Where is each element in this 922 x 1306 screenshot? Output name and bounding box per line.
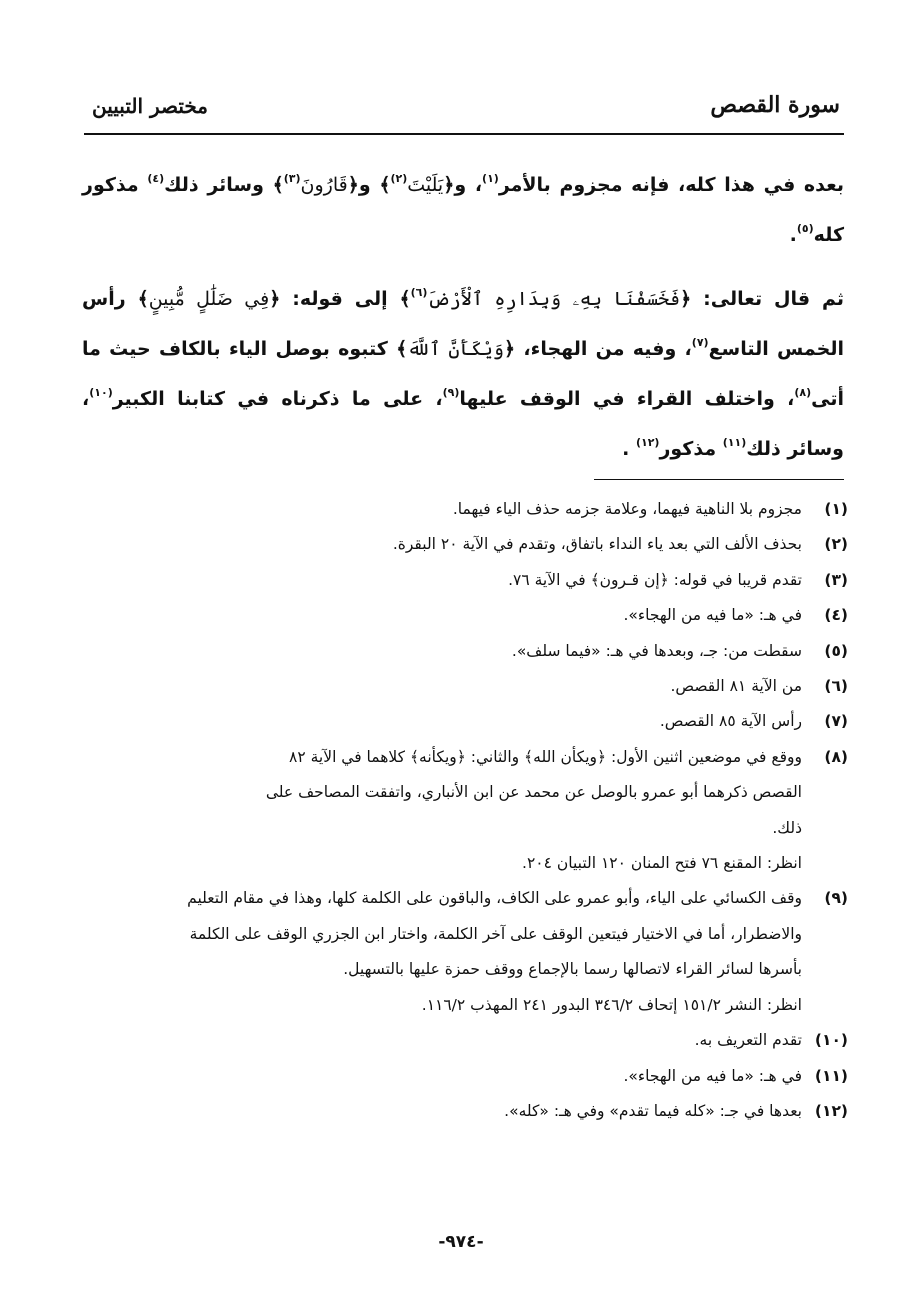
footnote-line: في هـ: «ما فيه من الهجاء». [623, 606, 802, 625]
footnote-text [82, 704, 802, 739]
footnote-number: (١٠) [814, 1031, 848, 1050]
footnote-number: (٣) [824, 570, 848, 589]
footnote-number: (٨) [824, 747, 848, 766]
footnote-text [82, 492, 802, 527]
footnote-text [82, 881, 802, 1023]
footnote-ref-11: (١١) [722, 436, 747, 449]
text-run: ﴾ و﴿ [347, 174, 391, 196]
footnote-line: ووقع في موضعين اثنين الأول: ﴿ويكأن الله﴾ والثاني: ﴿ويكأنه﴾ كلاهما في الآية ٨٢ [289, 747, 802, 766]
footnote-number: (٢) [824, 535, 848, 554]
text-run: . [789, 224, 797, 246]
text-run: مذكور [659, 438, 723, 460]
footnote-5 [82, 634, 848, 669]
footnote-line: انظر: النشر ١٥١/٢ إتحاف ٣٤٦/٢ البدور ٢٤١ المهذب ١١٦/٢. [421, 995, 802, 1014]
footnote-ref-12: (١٢) [635, 436, 660, 449]
footnote-4 [82, 598, 848, 633]
footnote-8 [82, 740, 848, 882]
quran-word: قَارُونَ [300, 174, 348, 196]
text-run: ، و﴿ [443, 174, 483, 196]
footnote-text [82, 1023, 802, 1058]
footnote-ref-9: (٩) [442, 386, 460, 399]
footnote-10 [82, 1023, 848, 1058]
footnote-line: بحذف الألف التي بعد ياء النداء باتفاق، وتقدم في الآية ٢٠ البقرة. [392, 535, 802, 554]
footnote-number: (٧) [824, 712, 848, 731]
footnote-line: بعدها في جـ: «كله فيما تقدم» وفي هـ: «كله». [504, 1101, 802, 1120]
quran-word: يَلَيْتَ [407, 174, 444, 196]
footnote-number: (١١) [814, 1066, 848, 1085]
footnote-ref-1: (١) [482, 172, 499, 185]
footnote-text [82, 598, 802, 633]
footnote-ref-7: (٧) [691, 336, 709, 349]
footnote-text [82, 669, 802, 704]
footnote-9 [82, 881, 848, 1023]
quran-word: وَيْكَأَنَّ ٱللَّهَ [407, 338, 504, 360]
footnote-12 [82, 1094, 848, 1129]
text-run: ﴾ إلى قوله: ﴿ [269, 288, 411, 310]
footnote-ref-8: (٨) [794, 386, 812, 399]
footnote-line: تقدم التعريف به. [694, 1031, 802, 1050]
page-number: -٩٧٤- [438, 1232, 484, 1252]
quran-verse: فَخَسَفْنَا بِهِۦ وَبِدَارِهِ ٱلْأَرْضَ [427, 288, 681, 310]
footnote-text [82, 563, 802, 598]
header-rule [84, 133, 844, 135]
footnote-2 [82, 527, 848, 562]
footnote-1 [82, 492, 848, 527]
surah-title: سورة القصص [710, 92, 840, 118]
footnote-ref-4: (٤) [147, 172, 165, 185]
footnote-line: في هـ: «ما فيه من الهجاء». [623, 1066, 802, 1085]
footnote-7 [82, 704, 848, 739]
footnote-number: (١٢) [814, 1101, 848, 1120]
footnote-6 [82, 669, 848, 704]
footnotes [82, 492, 848, 1129]
footnote-line: تقدم قريبا في قوله: ﴿إن قـرون﴾ في الآية ٧٦. [508, 570, 802, 589]
footnote-text [82, 527, 802, 562]
footnote-line: رأس الآية ٨٥ القصص. [659, 712, 802, 731]
footnote-3 [82, 563, 848, 598]
text-run: ثم قال تعالى: ﴿ [680, 288, 844, 310]
text-run: ، واختلف القراء في الوقف عليها [459, 388, 795, 410]
paragraph-2 [82, 274, 844, 474]
quran-verse: فِي ضَلَٰلٍ مُّبِينٍ [148, 288, 270, 310]
footnote-line: وقف الكسائي على الياء، وأبو عمرو على الكاف، والباقون على الكلمة كلها، وهذا في مقام التعليم [187, 889, 802, 908]
text-run: ﴾ وسائر ذلك [164, 174, 284, 196]
footnote-ref-5: (٥) [796, 222, 814, 235]
text-run: ، وفيه من الهجاء، ﴿ [503, 338, 692, 360]
footnote-number: (٥) [824, 641, 848, 660]
footnote-line: من الآية ٨١ القصص. [670, 677, 802, 696]
footnote-text [82, 1094, 802, 1129]
footnote-ref-6: (٦) [410, 286, 428, 299]
footnote-number: (٤) [824, 606, 848, 625]
paragraph-1 [82, 160, 844, 260]
running-header [92, 92, 840, 126]
text-run: ﴾ كتبوه بوصل الياء بالكاف حيث ما أتى [82, 338, 844, 410]
footnote-number: (١) [824, 500, 848, 518]
footnote-separator [594, 479, 844, 480]
footnote-ref-3: (٣) [283, 172, 301, 185]
main-text [82, 160, 844, 474]
footnote-line: والاضطرار، أما في الاختيار فيتعين الوقف على آخر الكلمة، واختار ابن الجزري الوقف على الكلمة [189, 924, 802, 943]
text-run: مذكور كله [82, 174, 844, 246]
footnote-text [82, 1059, 802, 1094]
footnote-line: ذلك. [772, 818, 802, 837]
footnote-ref-2: (٢) [390, 172, 408, 185]
text-run: بعده في هذا كله، فإنه مجزوم بالأمر [498, 174, 844, 196]
text-run: ، وسائر ذلك [82, 388, 844, 460]
text-run: . [622, 438, 636, 460]
footnote-text [82, 740, 802, 882]
footnote-line: بأسرها لسائر القراء لاتصالها رسما بالإجماع ووقف حمزة عليها بالتسهيل. [343, 960, 802, 979]
footnote-line: سقطت من: جـ، وبعدها في هـ: «فيما سلف». [511, 641, 802, 660]
footnote-line: مجزوم بلا الناهية فيهما، وعلامة جزمه حذف الياء فيهما. [452, 500, 802, 518]
footnote-number: (٩) [824, 889, 848, 908]
footnote-11 [82, 1059, 848, 1094]
text-run: ، على ما ذكرناه في كتابنا الكبير [112, 388, 443, 410]
footnote-line: القصص ذكرهما أبو عمرو بالوصل عن محمد عن ابن الأنباري، واتفقت المصاحف على [265, 783, 802, 802]
footnote-line: انظر: المقنع ٧٦ فتح المنان ١٢٠ التبيان ٢٠٤. [522, 854, 802, 873]
footnote-number: (٦) [824, 677, 848, 696]
text-run: ﴾ رأس الخمس التاسع [82, 288, 844, 360]
footnote-ref-10: (١٠) [89, 386, 113, 399]
footnote-text [82, 634, 802, 669]
book-title: مختصر التبيين [92, 94, 209, 118]
